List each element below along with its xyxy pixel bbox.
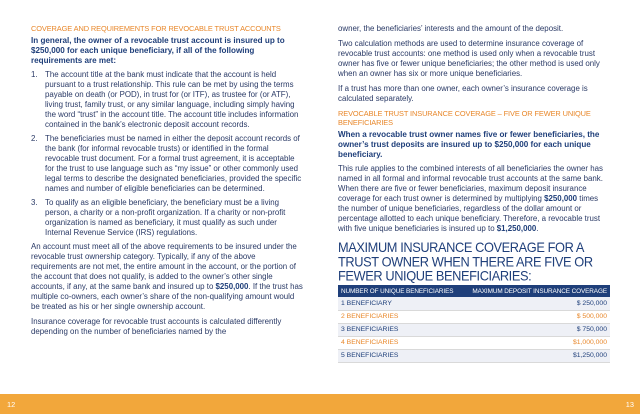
beneficiary-count-cell: 3 BENEFICIARIES xyxy=(338,323,462,336)
coverage-table-title: MAXIMUM INSURANCE COVERAGE FOR A TRUST OWNER WHEN THERE ARE FIVE OR FEWER UNIQUE BENEFICIARIES: xyxy=(338,238,593,284)
beneficiary-count-cell: 5 BENEFICIARIES xyxy=(338,349,462,362)
requirement-item xyxy=(31,198,303,238)
coverage-amount-cell: $1,000,000 xyxy=(462,336,610,349)
coverage-amount-cell: $ 750,000 xyxy=(462,323,610,336)
multiple-owners-paragraph: If a trust has more than one owner, each owner’s insurance coverage is calculated separately. xyxy=(338,84,588,103)
beneficiary-count-cell: 4 BENEFICIARIES xyxy=(338,336,462,349)
paragraph-text: An account must meet all of the above requirements to be insured under the revocable trust ownership category. Typically, if any of the above requirements are not met, the entire amount in the account, or the portion of the account that does not qualify, is added to the owner’s other single accounts, if any, at the same bank and insured up to xyxy=(31,242,297,291)
paragraph-text: . If the trust has multiple co-owners, each owner’s share of the non-qualifying amount would be treated as his or her single ownership account. xyxy=(31,282,303,311)
left-page xyxy=(31,24,303,342)
table-row xyxy=(338,336,610,349)
table-row xyxy=(338,323,610,336)
page-number-right: 13 xyxy=(625,400,634,409)
table-row xyxy=(338,349,610,362)
non-qualifying-paragraph xyxy=(31,242,303,312)
five-or-fewer-rule: When a revocable trust owner names five or fewer beneficiaries, the owner’s trust deposits are insured up to $250,000 for each unique beneficiary. xyxy=(338,130,600,159)
paragraph-text: times the number of unique beneficiaries, regardless of the dollar amount or percentage allotted to each unique beneficiary. Therefore, a revocable trust with five unique beneficiaries is insured up to xyxy=(338,194,601,233)
requirement-item xyxy=(31,70,303,130)
table-header-row xyxy=(338,285,610,297)
amount-250k: $250,000 xyxy=(215,282,249,291)
calculation-intro-paragraph: Insurance coverage for revocable trust accounts is calculated differently depending on the number of beneficiaries named by the xyxy=(31,317,282,336)
requirement-text: The beneficiaries must be named in either the deposit account records of the bank (for informal revocable trusts) or identified in the formal revocable trust document. For a formal trust agreement, it is acceptable for the trust to use language such as “my issue” or other commonly used legal terms to describe the designated beneficiaries, provided the specific names and number of eligible beneficiaries can be determined. xyxy=(45,134,302,193)
requirement-text: The account title at the bank must indicate that the account is held pursuant to a trust relationship. This rule can be met by using the terms payable on death (or POD), in trust for (or ITF), as trustee for (or ATF), living trust, family trust, or any similar language, including simply having the word “trust” in the account title. The account title includes information contained in the bank’s electronic deposit account records. xyxy=(45,70,299,129)
coverage-amount-cell: $ 500,000 xyxy=(462,310,610,323)
rule-explanation-paragraph xyxy=(338,164,610,234)
amount-250k: $250,000 xyxy=(544,194,578,203)
right-page xyxy=(338,24,610,363)
table-row xyxy=(338,310,610,323)
coverage-amount-cell: $ 250,000 xyxy=(462,297,610,310)
requirement-number: 3. xyxy=(31,198,38,207)
section-heading-coverage: COVERAGE AND REQUIREMENTS FOR REVOCABLE TRUST ACCOUNTS xyxy=(31,24,281,33)
beneficiary-count-cell: 1 BENEFICIARY xyxy=(338,297,462,310)
table-row xyxy=(338,297,610,310)
requirement-number: 2. xyxy=(31,134,38,143)
requirement-item xyxy=(31,134,303,194)
beneficiary-count-cell: 2 BENEFICIARIES xyxy=(338,310,462,323)
coverage-table xyxy=(338,285,610,363)
coverage-amount-cell: $1,250,000 xyxy=(462,349,610,362)
paragraph-text: This rule applies to the combined interests of all beneficiaries the owner has named in all formal and informal revocable trust accounts at the same bank. When there are five or fewer beneficiaries, maximum deposit insurance coverage for each trust owner is determined by multiplying xyxy=(338,164,603,203)
requirement-number: 1. xyxy=(31,70,38,79)
paragraph-text: . xyxy=(536,224,539,233)
requirements-list xyxy=(31,70,303,238)
requirement-text: To qualify as an eligible beneficiary, the beneficiary must be a living person, a charity or a non-profit organization. If a charity or non-profit organization is named as beneficiary, it must qualify as such under Internal Revenue Service (IRS) regulations. xyxy=(45,198,286,237)
footer-bar xyxy=(0,394,640,414)
section-heading-five-or-fewer: REVOCABLE TRUST INSURANCE COVERAGE – FIVE OR FEWER UNIQUE BENEFICIARIES xyxy=(338,109,591,127)
amount-1250k: $1,250,000 xyxy=(496,224,537,233)
continued-paragraph: owner, the beneficiaries’ interests and the amount of the deposit. xyxy=(338,24,564,33)
column-header-beneficiaries: NUMBER OF UNIQUE BENEFICIARIES xyxy=(338,285,462,297)
methods-paragraph: Two calculation methods are used to determine insurance coverage of revocable trust accounts: one method is used only when a revocable trust owner has five or fewer unique beneficiaries; the other method is used only when an owner has six or more unique beneficiaries. xyxy=(338,39,600,78)
column-header-coverage: MAXIMUM DEPOSIT INSURANCE COVERAGE xyxy=(462,285,610,297)
page-number-left: 12 xyxy=(7,400,16,409)
intro-statement: In general, the owner of a revocable trust account is insured up to $250,000 for each unique beneficiary, if all of the following requirements are met: xyxy=(31,36,285,65)
